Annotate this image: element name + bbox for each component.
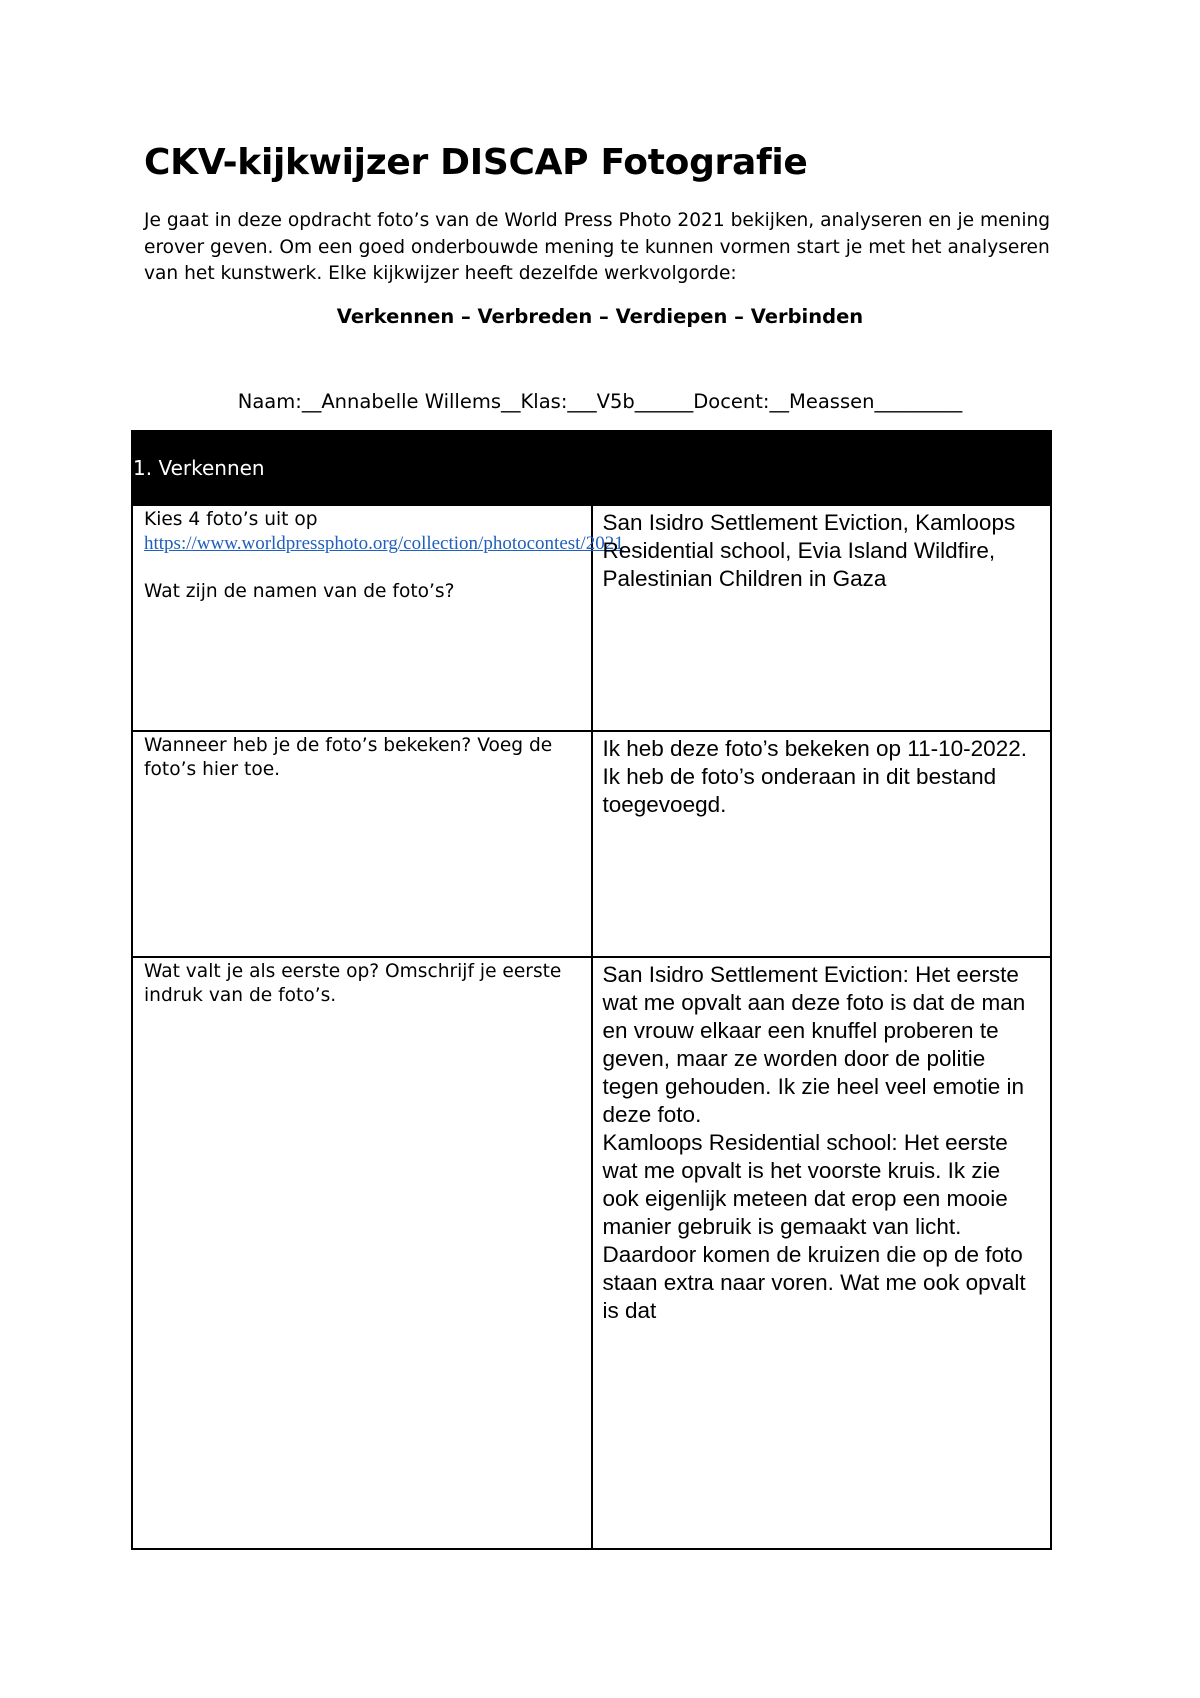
naam-value: Annabelle Willems xyxy=(321,390,501,413)
section-header-cell: 1. Verkennen xyxy=(132,431,1051,505)
spacer xyxy=(144,556,581,580)
klas-value: V5b xyxy=(596,390,635,413)
answer-cell[interactable] xyxy=(592,731,1052,957)
question-text: Wanneer heb je de foto’s bekeken? Voeg de foto’s hier toe. xyxy=(144,735,553,780)
answer-cell[interactable] xyxy=(592,957,1052,1549)
docent-label: ______Docent:__ xyxy=(634,390,790,413)
klas-label: __Klas:___ xyxy=(501,390,597,413)
table-row xyxy=(132,731,1051,957)
docent-trail: _________ xyxy=(874,390,963,413)
question-text: Kies 4 foto’s uit op xyxy=(144,509,318,530)
answer-text: San Isidro Settlement Eviction: Het eerste wat me opvalt aan deze foto is dat de man en vrouw elkaar een knuffel proberen te geven, maar ze worden door de politie tegen gehouden. Ik zie heel veel emotie in deze foto. xyxy=(602,962,1026,1127)
table-row xyxy=(132,505,1051,731)
docent-value: Meassen xyxy=(789,390,875,413)
question-cell xyxy=(132,957,592,1549)
question-cell xyxy=(132,505,624,731)
page-title: CKV-kijkwijzer DISCAP Fotografie xyxy=(144,142,808,183)
naam-label: Naam:__ xyxy=(237,390,322,413)
question-text: Wat valt je als eerste op? Omschrijf je eerste indruk van de foto’s. xyxy=(144,961,562,1006)
table-row xyxy=(132,957,1051,1549)
answer-cell[interactable] xyxy=(592,505,1052,731)
intro-paragraph: Je gaat in deze opdracht foto’s van de World Press Photo 2021 bekijken, analyseren en je mening erover geven. Om een goed onderbouwde mening te kunnen vormen start je met het analyseren van het kunstwerk. Elke kijkwijzer heeft dezelfde werkvolgorde: xyxy=(144,210,1051,284)
student-info-line xyxy=(0,390,1200,413)
question-text: Wat zijn de namen van de foto’s? xyxy=(144,581,455,602)
question-cell xyxy=(132,731,592,957)
answer-text: San Isidro Settlement Eviction, Kamloops Residential school, Evia Island Wildfire, Palestinian Children in Gaza xyxy=(602,510,1016,591)
answer-text: Kamloops Residential school: Het eerste wat me opvalt is het voorste kruis. Ik zie ook eigenlijk meteen dat erop een mooie manier gebruik is gemaakt van licht. Daardoor komen de kruizen die op de foto staan extra naar voren. Wat me ook opvalt is dat xyxy=(602,1130,1026,1323)
kijkwijzer-table xyxy=(131,430,1052,1550)
steps-line: Verkennen – Verbreden – Verdiepen – Verbinden xyxy=(336,305,864,328)
answer-text: Ik heb deze foto’s bekeken op 11-10-2022. Ik heb de foto’s onderaan in dit bestand toegevoegd. xyxy=(602,736,1027,817)
section-header-row xyxy=(132,431,1051,505)
photocontest-link[interactable]: https://www.worldpressphoto.org/collection/photocontest/2021 xyxy=(144,533,624,554)
